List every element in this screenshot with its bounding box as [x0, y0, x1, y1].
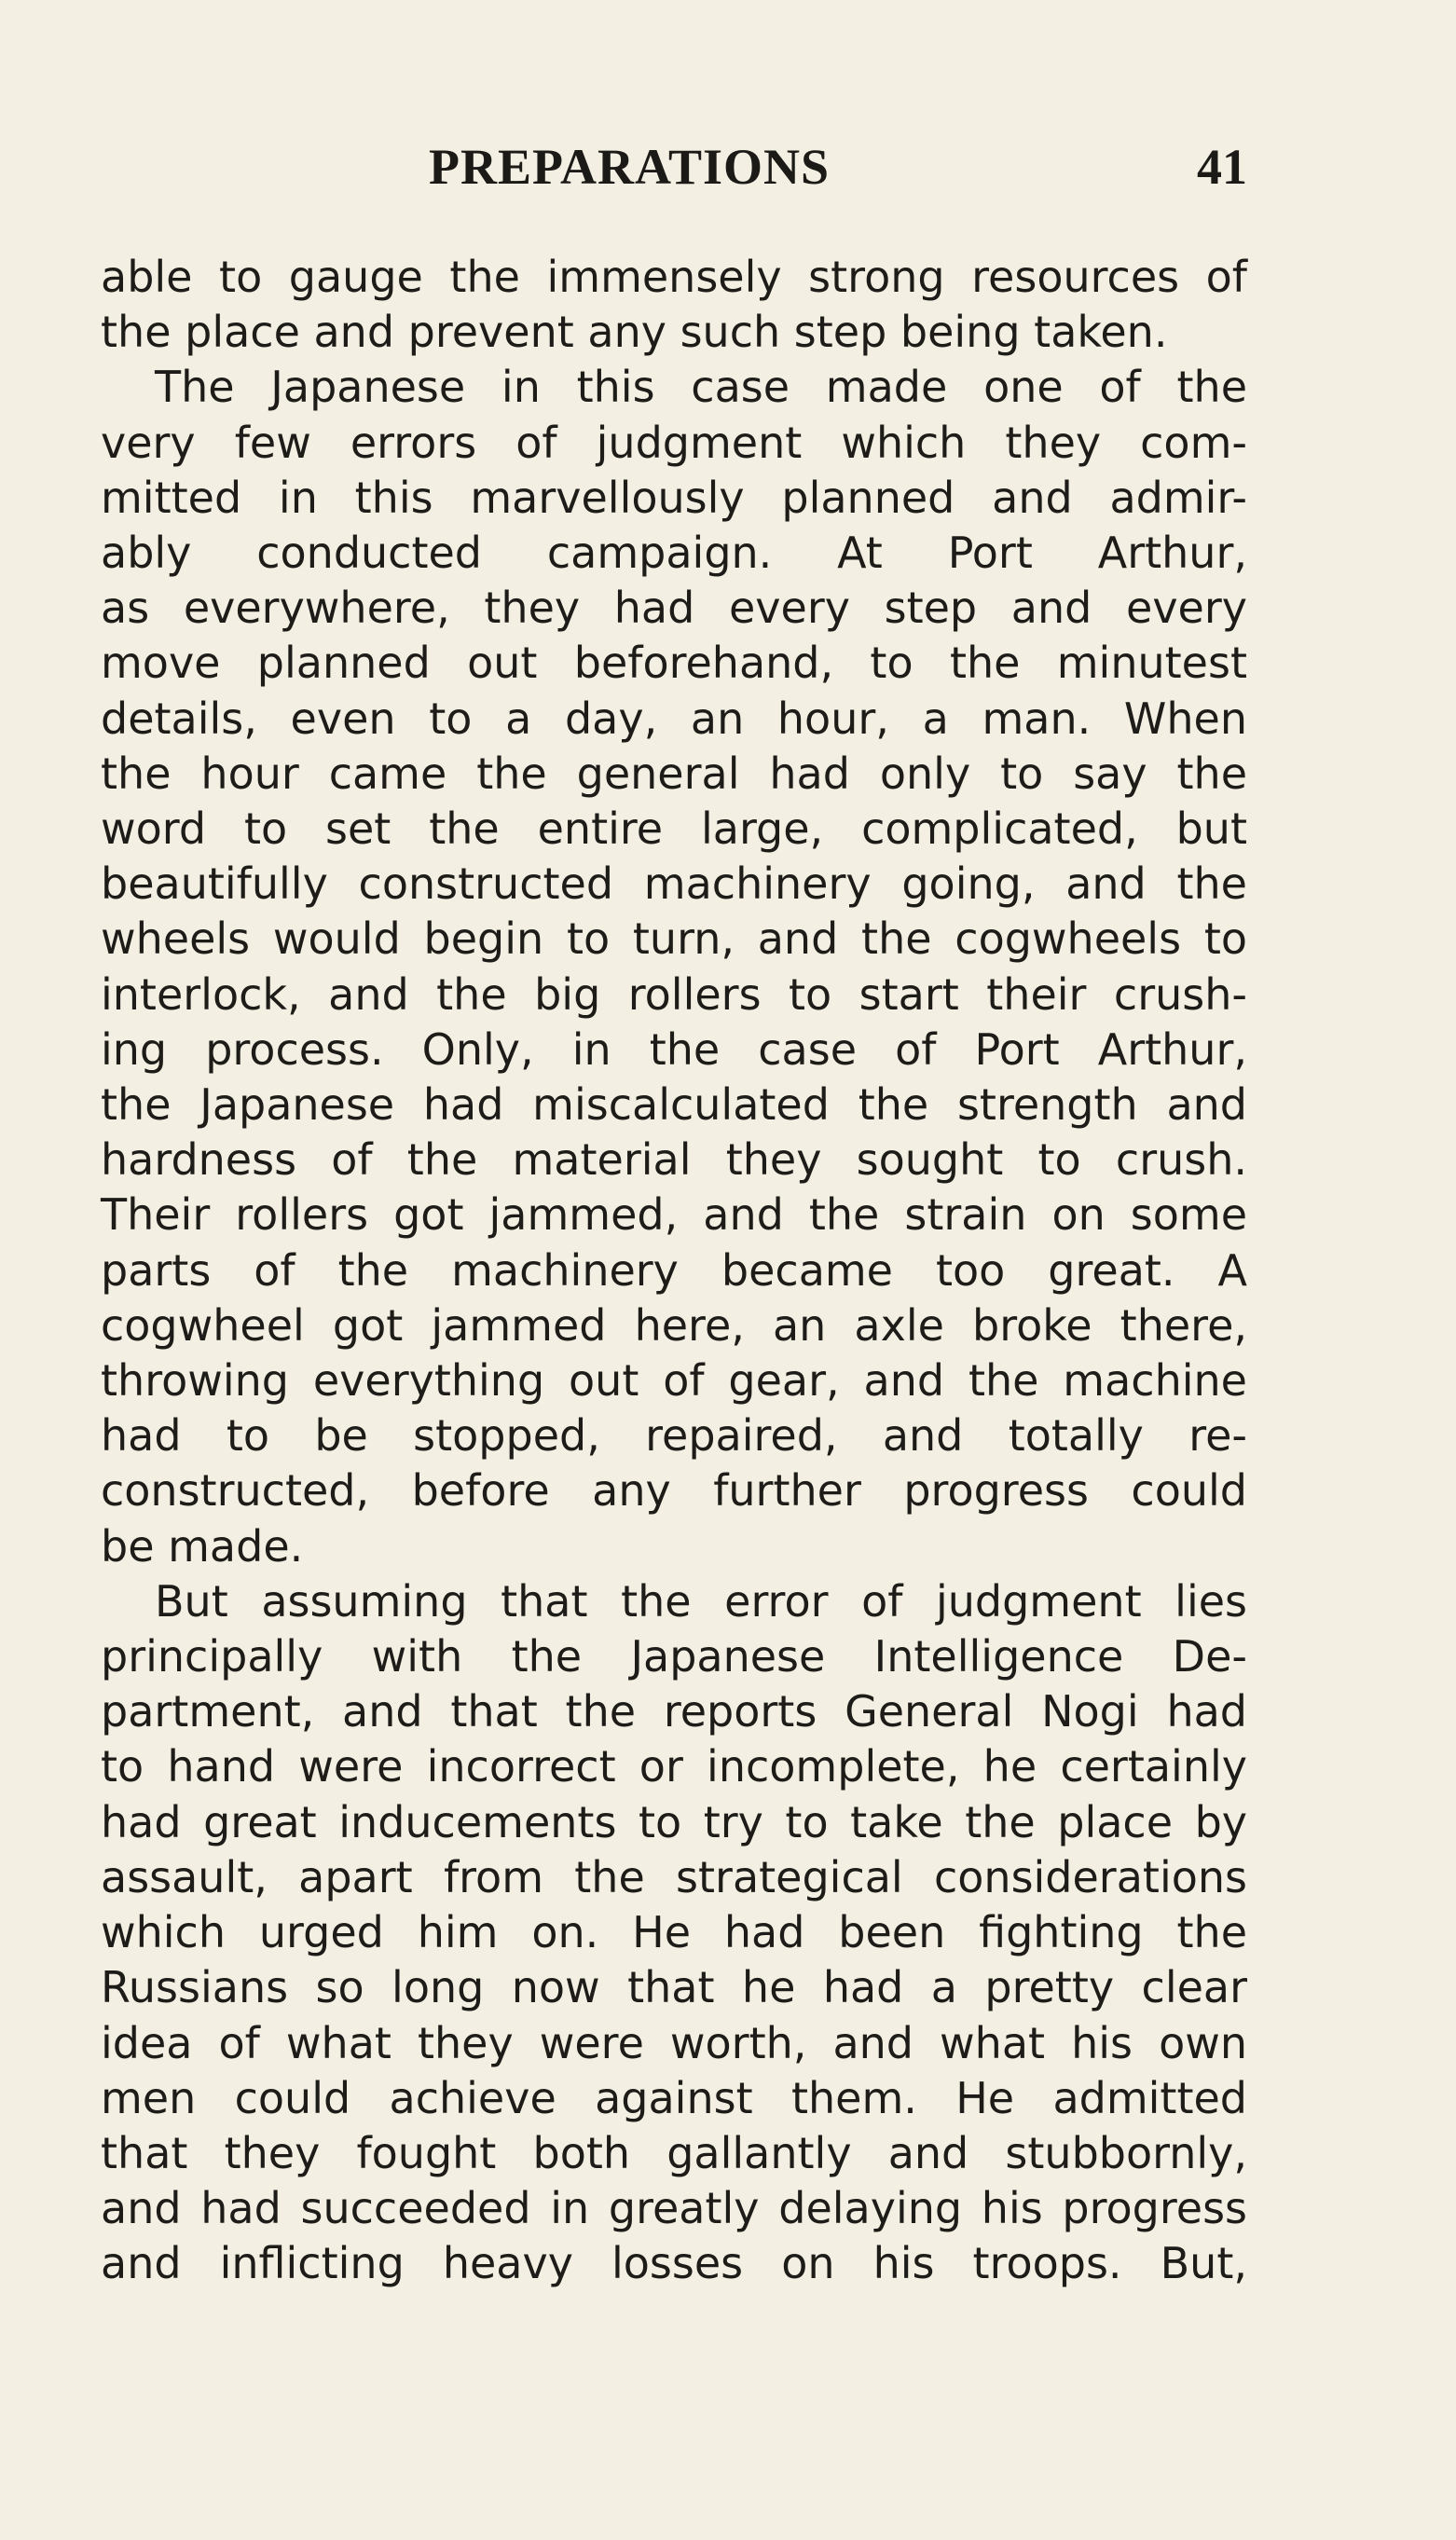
text-line: Their rollers got jammed, and the strain on some: [101, 1189, 1247, 1241]
text-line: which urged him on. He had been fighting the: [101, 1907, 1247, 1958]
text-line: able to gauge the immensely strong resources of: [101, 252, 1247, 302]
text-line: be made.: [101, 1520, 304, 1572]
text-line: constructed, before any further progress could: [101, 1465, 1247, 1517]
text-line: Russians so long now that he had a pretty clear: [101, 1962, 1247, 2013]
text-line: very few errors of judgment which they com-: [101, 417, 1247, 468]
text-line: move planned out beforehand, to the minutest: [101, 638, 1247, 689]
text-line: the Japanese had miscalculated the strength and: [101, 1079, 1247, 1131]
text-line: partment, and that the reports General Nogi had: [101, 1686, 1247, 1737]
running-head: [101, 138, 1247, 203]
text-line: ably conducted campaign. At Port Arthur,: [101, 528, 1247, 579]
text-line: beautifully constructed machinery going, and the: [101, 858, 1247, 910]
text-line: had great inducements to try to take the place by: [101, 1796, 1247, 1847]
text-line: and had succeeded in greatly delaying his progress: [101, 2183, 1247, 2234]
text-line: wheels would begin to turn, and the cogwheels to: [101, 913, 1247, 965]
text-line: hardness of the material they sought to crush.: [101, 1134, 1247, 1186]
text-line: men could achieve against them. He admitted: [101, 2072, 1247, 2123]
text-line: that they fought both gallantly and stubbornly,: [101, 2127, 1247, 2178]
text-line: interlock, and the big rollers to start their crush-: [101, 968, 1247, 1020]
text-line: and inflicting heavy losses on his troops. But,: [101, 2238, 1247, 2289]
text-line: But assuming that the error of judgment lies: [155, 1575, 1247, 1627]
text-line: details, even to a day, an hour, a man. When: [101, 693, 1247, 744]
text-line: word to set the entire large, complicated, but: [101, 803, 1247, 855]
text-line: the place and prevent any such step being taken.: [101, 307, 1168, 358]
text-line: the hour came the general had only to say the: [101, 748, 1247, 799]
body-text: [101, 250, 1247, 2292]
text-line: as everywhere, they had every step and every: [101, 583, 1247, 634]
page-number: 41: [1197, 139, 1247, 195]
text-line: The Japanese in this case made one of the: [155, 362, 1247, 413]
text-line: mitted in this marvellously planned and admir-: [101, 472, 1247, 523]
text-line: to hand were incorrect or incomplete, he certainly: [101, 1741, 1247, 1792]
text-line: ing process. Only, in the case of Port Arthur,: [101, 1023, 1247, 1075]
text-line: principally with the Japanese Intelligence De-: [101, 1631, 1247, 1682]
text-line: idea of what they were worth, and what his own: [101, 2017, 1247, 2068]
text-line: assault, apart from the strategical considerations: [101, 1851, 1247, 1902]
text-line: cogwheel got jammed here, an axle broke there,: [101, 1299, 1247, 1351]
chapter-title: PREPARATIONS: [429, 139, 831, 195]
text-line: had to be stopped, repaired, and totally re-: [101, 1410, 1247, 1462]
text-line: throwing everything out of gear, and the machine: [101, 1355, 1247, 1407]
text-line: parts of the machinery became too great. A: [101, 1244, 1247, 1296]
